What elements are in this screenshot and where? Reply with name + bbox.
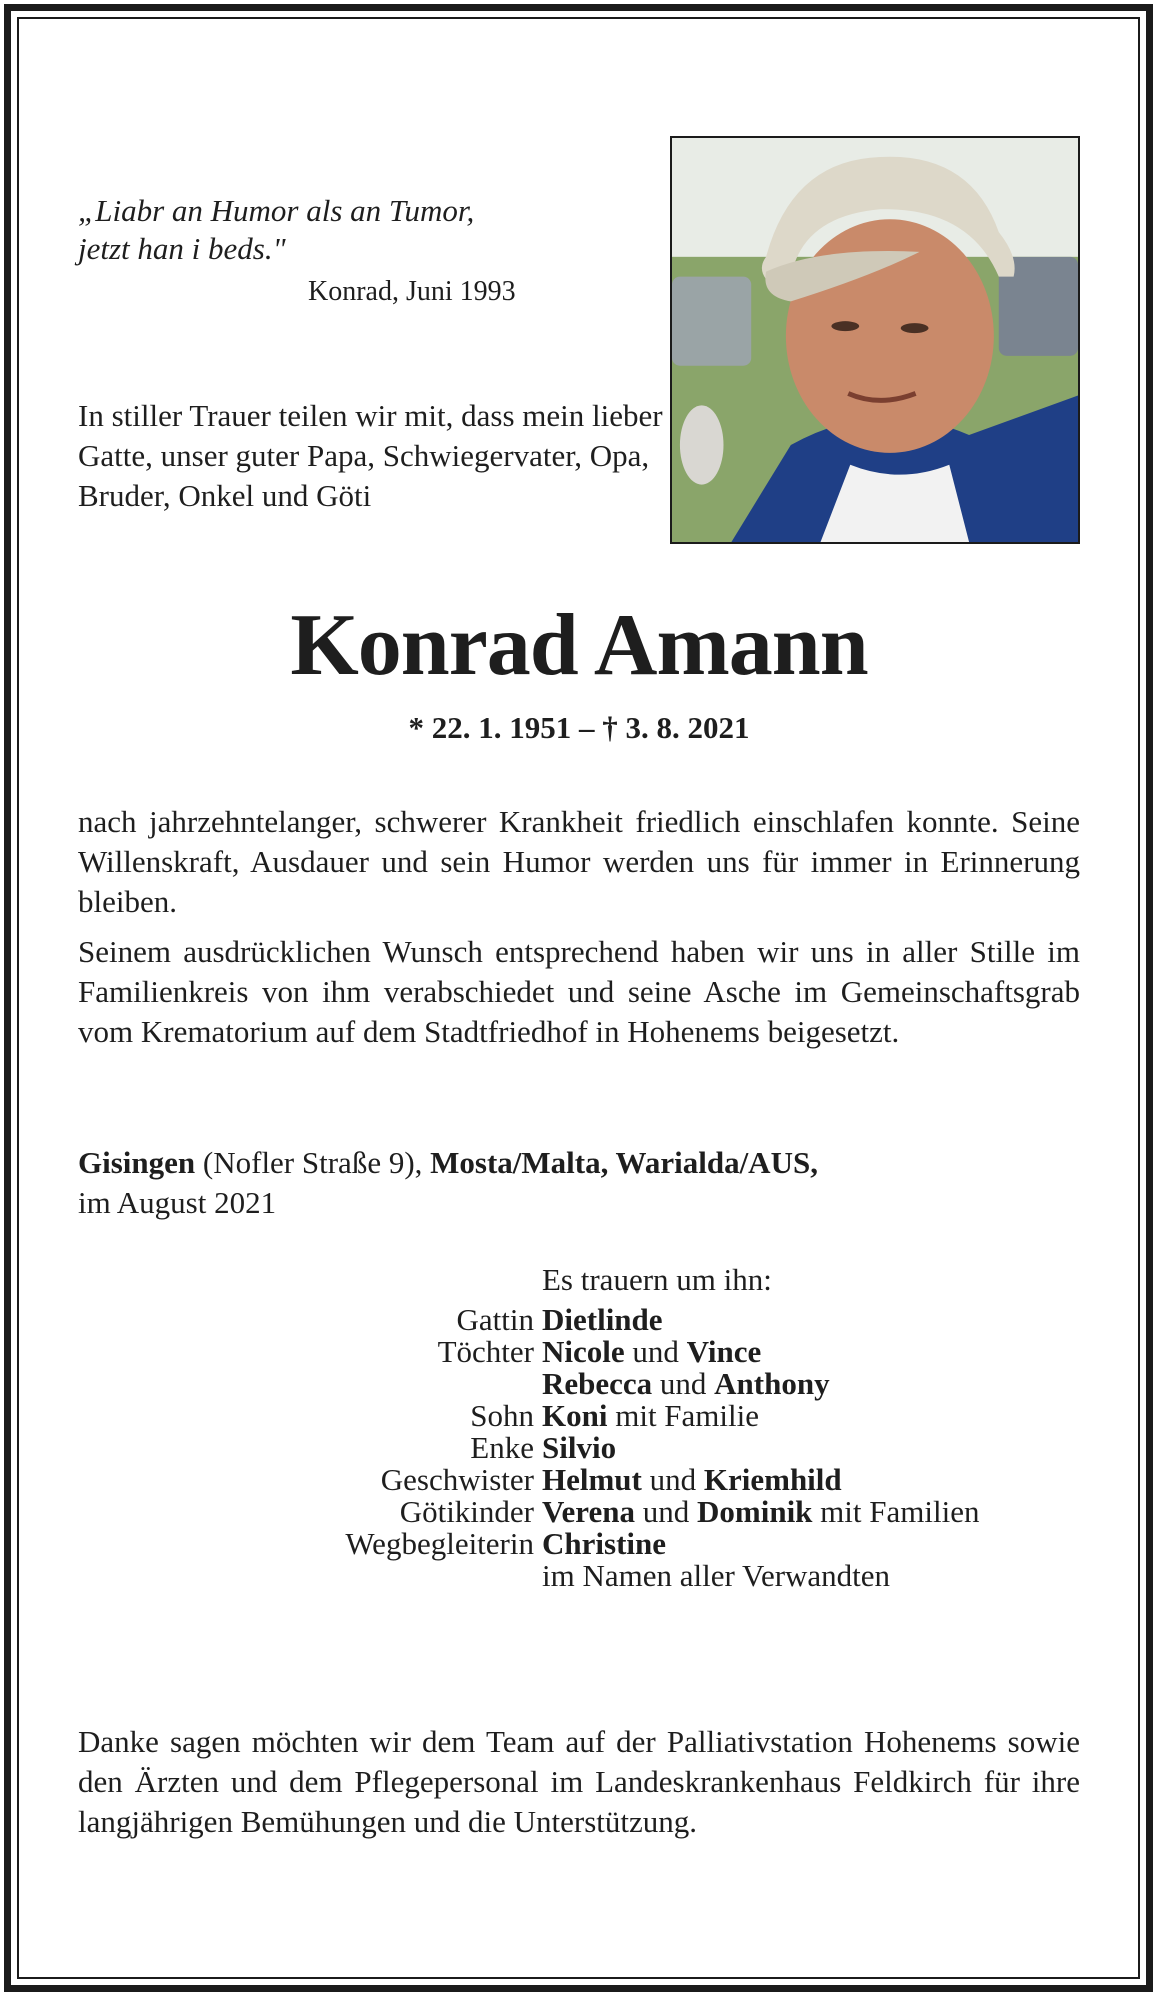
location-and-date — [78, 1143, 1080, 1223]
obituary-notice — [78, 0, 1080, 1996]
closing-thanks: Danke sagen möchten wir dem Team auf der Palliativstation Hohenems sowie den Ärzten und dem Pflegepersonal im Landeskrankenhaus Feldkirch für ihre langjährigen Bemühungen und die Unterstützung. — [78, 1724, 1080, 1839]
mourner-name: Silvio — [542, 1430, 617, 1465]
mourner-name: Verena — [542, 1494, 635, 1529]
mourner-text: mit Familien — [812, 1494, 980, 1529]
portrait-photo-icon — [672, 138, 1078, 542]
mourner-text: und — [635, 1494, 697, 1529]
location-line — [78, 1143, 1080, 1183]
quote — [78, 192, 474, 268]
body-paragraph: nach jahrzehntelanger, schwerer Krankheit friedlich einschlafen konnte. Seine Willenskraft, Ausdauer und sein Humor werden uns für immer in Erinnerung bleiben. — [78, 804, 1080, 919]
intro-text: In stiller Trauer teilen wir mit, dass mein lieber Gatte, unser guter Papa, Schwiegervater, Opa, Bruder, Onkel und Göti — [78, 398, 663, 513]
mourner-name: Rebecca — [542, 1366, 653, 1401]
date-line: im August 2021 — [78, 1185, 277, 1220]
mourner-name: Kriemhild — [703, 1462, 842, 1497]
mourner-name: Christine — [542, 1526, 666, 1561]
mourner-name: Vince — [686, 1334, 762, 1369]
relation-label: Götikinder — [399, 1494, 534, 1529]
relation-label: Töchter — [437, 1334, 534, 1369]
mourner-text: mit Familie — [607, 1398, 760, 1433]
quote-line: jetzt han i beds." — [78, 231, 286, 266]
address: (Nofler Straße 9), — [195, 1145, 431, 1180]
relation-label: Gattin — [456, 1302, 534, 1337]
mourner-row — [78, 1556, 1080, 1596]
relation-label: Enke — [470, 1430, 534, 1465]
deceased-name: Konrad Amann — [290, 597, 868, 694]
mourner-text: und — [652, 1366, 715, 1401]
mourner-text: und — [641, 1462, 704, 1497]
portrait-photo — [670, 136, 1080, 544]
mourner-text: im Namen aller Verwandten — [542, 1558, 891, 1593]
mourner-name: Dominik — [697, 1494, 813, 1529]
mourner-names — [542, 1556, 890, 1596]
mourner-name: Nicole — [542, 1334, 625, 1369]
mourner-name: Dietlinde — [542, 1302, 663, 1337]
life-dates: * 22. 1. 1951 – † 3. 8. 2021 — [408, 710, 750, 745]
mourner-name: Helmut — [542, 1462, 642, 1497]
mourners-heading: Es trauern um ihn: — [542, 1262, 772, 1297]
body-paragraph: Seinem ausdrücklichen Wunsch entsprechend haben wir uns in aller Stille im Familienkreis von ihm verabschiedet und seine Asche im Gemeinschaftsgrab vom Krematorium auf dem Stadtfriedhof in Hohenems beigesetzt. — [78, 934, 1080, 1049]
relation-label: Sohn — [470, 1398, 534, 1433]
relation-label: Geschwister — [380, 1462, 534, 1497]
place-gisingen: Gisingen — [78, 1145, 196, 1180]
quote-author: Konrad, Juni 1993 — [308, 276, 516, 307]
mourner-name: Anthony — [714, 1366, 830, 1401]
mourner-name: Koni — [542, 1398, 608, 1433]
quote-line: „Liabr an Humor als an Tumor, — [78, 193, 475, 228]
relation-label: Wegbegleiterin — [345, 1526, 534, 1561]
places-abroad: Mosta/Malta, Warialda/AUS, — [430, 1145, 818, 1180]
mourner-text: und — [624, 1334, 687, 1369]
